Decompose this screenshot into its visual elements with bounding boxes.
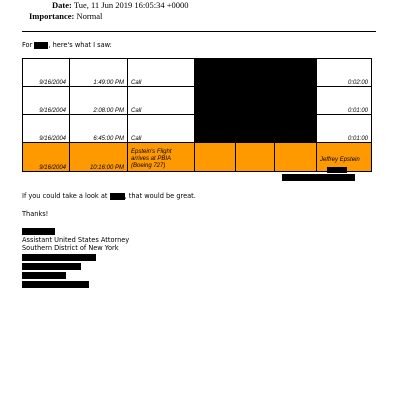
date-value: Tue, 11 Jun 2019 16:05:34 +0000: [73, 0, 189, 10]
flight-date: 9/16/2004: [23, 143, 70, 172]
date-label: Date:: [52, 0, 72, 10]
row-date: 9/16/2004: [23, 59, 70, 87]
email-date-line: [52, 0, 189, 10]
row-type: Call: [128, 59, 195, 87]
importance-label: Importance:: [29, 11, 75, 21]
redaction-block: [110, 193, 125, 200]
table-row: [23, 59, 372, 87]
request-prefix: If you could take a look at: [22, 192, 108, 200]
flight-row: [23, 143, 372, 172]
request-line: [22, 192, 196, 200]
row-time: 6:45:00 PM: [70, 115, 128, 143]
signature-name-redaction: [22, 228, 55, 235]
row-time: 1:49:00 PM: [70, 59, 128, 87]
email-importance-line: [29, 11, 102, 21]
intro-prefix: For: [22, 41, 33, 49]
redaction-block: [34, 42, 48, 49]
intro-suffix: , here's what I saw:: [48, 41, 112, 49]
intro-line: [22, 41, 112, 49]
redaction-block: [22, 263, 81, 270]
call-log-table: [22, 58, 372, 172]
flight-person: Jeffrey Epstein: [320, 157, 360, 163]
row-time: 2:08:00 PM: [70, 87, 128, 115]
row-duration: 0:02:00: [317, 59, 372, 87]
redaction-block: [22, 272, 66, 279]
row-date: 9/16/2004: [23, 115, 70, 143]
row-duration: 0:01:00: [317, 115, 372, 143]
closing-line: Thanks!: [22, 210, 49, 218]
header-divider: [22, 31, 376, 32]
flight-event: Epstein's Flight arrives at PBIA (Boeing 727): [128, 143, 195, 172]
signature-title: Assistant United States Attorney: [22, 236, 130, 244]
row-type: Call: [128, 87, 195, 115]
flight-time: 10:16:00 PM: [70, 143, 128, 172]
empty-cell: [236, 143, 275, 172]
redaction-block: [22, 254, 96, 261]
row-date: 9/16/2004: [23, 87, 70, 115]
empty-cell: [195, 143, 236, 172]
row-duration: 0:01:00: [317, 87, 372, 115]
redaction-block: [22, 281, 89, 288]
request-suffix: , that would be great.: [124, 192, 196, 200]
empty-cell: [275, 143, 317, 172]
signature-office: Southern District of New York: [22, 244, 119, 252]
redaction-block: [282, 174, 355, 181]
redacted-cell: [195, 59, 317, 143]
row-type: Call: [128, 115, 195, 143]
importance-value: Normal: [76, 11, 103, 21]
redaction-block: [327, 167, 347, 173]
